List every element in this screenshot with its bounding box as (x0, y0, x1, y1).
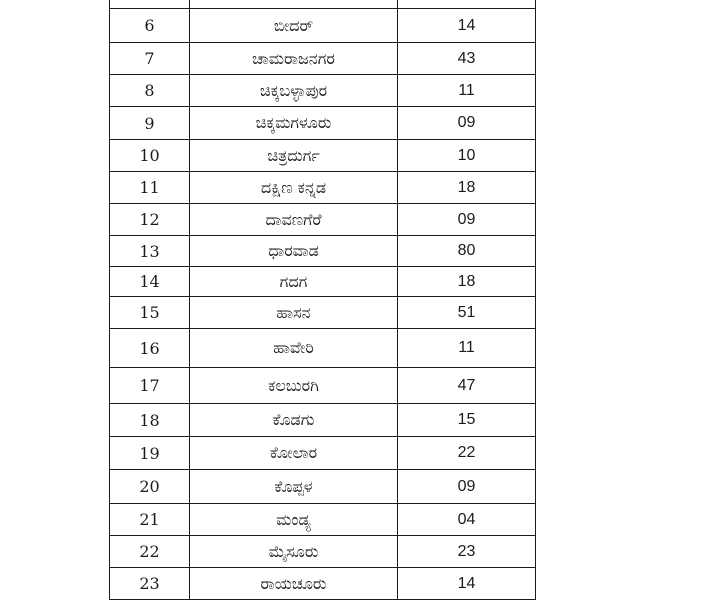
serial-number-cell: 20 (110, 470, 190, 504)
district-name-cell: ಮೈಸೂರು (190, 536, 398, 568)
table-row (110, 504, 536, 536)
table-row (110, 267, 536, 297)
district-name-cell: ಗದಗ (190, 267, 398, 297)
count-cell: 18 (398, 267, 536, 297)
district-name-cell: ಕಲಬುರಗಿ (190, 368, 398, 404)
district-name-cell: ಹಾಸನ (190, 297, 398, 329)
serial-number-cell: 15 (110, 297, 190, 329)
serial-number-cell: 10 (110, 140, 190, 172)
serial-number-cell (110, 0, 190, 9)
count-cell: 22 (398, 437, 536, 470)
count-cell: 14 (398, 568, 536, 600)
count-cell: 14 (398, 9, 536, 43)
serial-number-cell: 22 (110, 536, 190, 568)
district-name-cell: ಕೊಡಗು (190, 404, 398, 437)
table-row (110, 75, 536, 107)
table-row (110, 236, 536, 267)
table-row (110, 172, 536, 204)
district-name-cell: ಕೊಪ್ಪಳ (190, 470, 398, 504)
count-cell (398, 0, 536, 9)
serial-number-cell: 12 (110, 204, 190, 236)
table-row (110, 0, 536, 9)
district-name-cell: ದಕ್ಷಿಣ ಕನ್ನಡ (190, 172, 398, 204)
count-cell: 11 (398, 75, 536, 107)
district-name-cell: ಮಂಡ್ಯ (190, 504, 398, 536)
table-row (110, 140, 536, 172)
serial-number-cell: 17 (110, 368, 190, 404)
table-row (110, 107, 536, 140)
table-row (110, 568, 536, 600)
serial-number-cell: 19 (110, 437, 190, 470)
count-cell: 23 (398, 536, 536, 568)
count-cell: 10 (398, 140, 536, 172)
table-body (110, 0, 536, 600)
serial-number-cell: 6 (110, 9, 190, 43)
table-row (110, 329, 536, 368)
table-row (110, 536, 536, 568)
table-row (110, 9, 536, 43)
count-cell: 11 (398, 329, 536, 368)
count-cell: 09 (398, 470, 536, 504)
count-cell: 47 (398, 368, 536, 404)
serial-number-cell: 9 (110, 107, 190, 140)
count-cell: 51 (398, 297, 536, 329)
table-row (110, 470, 536, 504)
serial-number-cell: 14 (110, 267, 190, 297)
count-cell: 04 (398, 504, 536, 536)
table-row (110, 437, 536, 470)
district-name-cell: ಧಾರವಾಡ (190, 236, 398, 267)
serial-number-cell: 21 (110, 504, 190, 536)
count-cell: 43 (398, 43, 536, 75)
district-name-cell: ಬೀದರ್ (190, 9, 398, 43)
table-row (110, 297, 536, 329)
district-name-cell: ಚಿತ್ರದುರ್ಗ (190, 140, 398, 172)
serial-number-cell: 16 (110, 329, 190, 368)
count-cell: 09 (398, 204, 536, 236)
district-name-cell: ಚಿಕ್ಕಮಗಳೂರು (190, 107, 398, 140)
serial-number-cell: 11 (110, 172, 190, 204)
district-count-table (109, 0, 536, 600)
serial-number-cell: 23 (110, 568, 190, 600)
serial-number-cell: 8 (110, 75, 190, 107)
count-cell: 80 (398, 236, 536, 267)
district-name-cell: ಚಿಕ್ಕಬಳ್ಳಾಪುರ (190, 75, 398, 107)
table-row (110, 368, 536, 404)
district-name-cell: ಹಾವೇರಿ (190, 329, 398, 368)
serial-number-cell: 13 (110, 236, 190, 267)
district-name-cell: ಚಾಮರಾಜನಗರ (190, 43, 398, 75)
district-name-cell (190, 0, 398, 9)
table-row (110, 204, 536, 236)
table-row (110, 404, 536, 437)
serial-number-cell: 18 (110, 404, 190, 437)
district-name-cell: ರಾಯಚೂರು (190, 568, 398, 600)
count-cell: 18 (398, 172, 536, 204)
district-name-cell: ಕೋಲಾರ (190, 437, 398, 470)
serial-number-cell: 7 (110, 43, 190, 75)
table-row (110, 43, 536, 75)
count-cell: 09 (398, 107, 536, 140)
district-name-cell: ದಾವಣಗೆರೆ (190, 204, 398, 236)
count-cell: 15 (398, 404, 536, 437)
